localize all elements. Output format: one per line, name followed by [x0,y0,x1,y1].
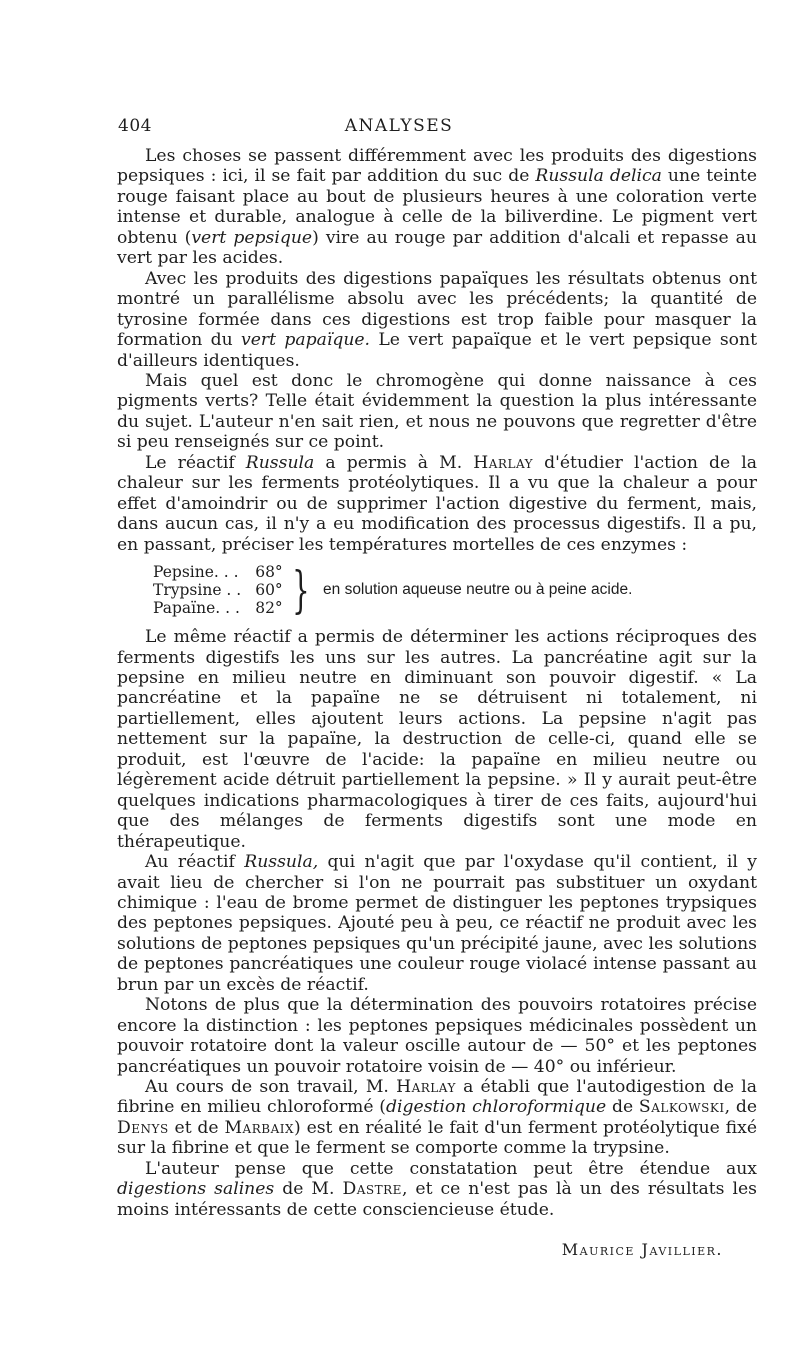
enzyme-temperatures [255,563,285,617]
author-name-denys: Denys [117,1117,169,1138]
emphasis-digestions-salines: digestions salines [117,1179,275,1200]
page-header [118,108,680,138]
temperature-table [153,561,757,620]
paragraph-1: Les choses se passent différemment avec les produits des digestions pepsiques : ici, il se fait par addition du suc de Russula delica une teinte rouge faisant place au bout de plusieurs heures à une coloration verte intense et durable, analogue à celle de la biliverdine. Le pigment vert obtenu (vert pepsique) vire au rouge par addition d'alcali et repasse au vert par les acides. [117,146,757,269]
page-number: 404 [118,116,152,136]
signature: Maurice Javillier. [561,1240,723,1260]
emphasis-russula: Russula [245,452,315,473]
author-name-marbaix: Marbaix [224,1117,295,1138]
paragraph-2: Avec les produits des digestions papaïques les résultats obtenus ont montré un parallélisme absolu avec les précédents; la quantité de tyrosine formée dans ces digestions est trop faible pour masquer la formation du vert papaïque. Le vert papaïque et le vert pepsique sont d'ailleurs identiques. [117,268,758,371]
emphasis-russula-delica: Russula delica [535,166,662,187]
paragraph-8: Au cours de son travail, M. Harlay a établi que l'autodigestion de la fibrine en milieu chloroformé (digestion chloroformique de Salkowski, de Denys et de Marbaix) est en réalité le fait d'un ferment protéolytique fixé sur la fibrine et que le ferment se comporte comme la trypsine. [117,1077,757,1159]
article-body [117,146,757,1261]
table-note: en solution aqueuse neutre ou à peine acide. [323,581,633,599]
emphasis-vert-papaique: vert papaïque. [241,330,371,351]
emphasis-vert-pepsique: vert pepsique [191,227,313,248]
paragraph-6: Au réactif Russula, qui n'agit que par l'oxydase qu'il contient, il y avait lieu de chercher si l'on ne pourrait pas substituer un oxydant chimique : l'eau de brome permet de distinguer les peptones trypsiques des peptones pepsiques. Ajouté peu à peu, ce réactif ne produit avec les solutions de peptones pepsiques qu'un précipité jaune, avec les solutions de peptones pancréatiques une couleur rouge violacé intense passant au brun par un excès de réactif. [117,852,757,995]
table-row-temp: 82° [255,599,283,618]
paragraph-3: Mais quel est donc le chromogène qui donne naissance à ces pigments verts? Telle était évidemment la question la plus intéressante du sujet. L'auteur n'en sait rien, et nous ne pouvons que regretter d'être si peu renseignés sur ce point. [117,370,757,453]
table-row-temp: 60° [255,581,283,600]
table-row-name: Trypsine . . [153,581,242,600]
brace-symbol: } [292,561,310,620]
table-row-name: Papaïne. . . [153,599,240,618]
emphasis-russula: Russula, [244,852,319,873]
author-name-dastre: Dastre [342,1179,402,1200]
table-row-temp: 68° [255,563,283,582]
paragraph-4: Le réactif Russula a permis à M. Harlay d'étudier l'action de la chaleur sur les ferments protéolytiques. Il a vu que la chaleur a pour effet d'amoindrir ou de supprimer l'action digestive du ferment, mais, dans aucun cas, il n'y a eu modification des processus digestifs. Il a pu, en passant, préciser les températures mortelles de ces enzymes : [117,452,757,555]
author-name-harlay: Harlay [396,1077,456,1098]
paragraph-7: Notons de plus que la détermination des pouvoirs rotatoires précise encore la distinction : les peptones pepsiques médicinales possèdent un pouvoir rotatoire dont la valeur oscille autour de — 50° et les peptones pancréatiques un pouvoir rotatoire voisin de — 40° ou inférieur. [117,995,757,1077]
author-name-harlay: Harlay [473,452,534,473]
paragraph-9: L'auteur pense que cette constatation peut être étendue aux digestions salines de M. Dastre, et ce n'est pas là un des résultats les moins intéressants de cette consciencieuse étude. [117,1158,757,1220]
emphasis-digestion-chloroformique: digestion chloroformique [386,1097,607,1118]
author-name-salkowski: Salkowski [638,1097,725,1118]
running-title: ANALYSES [344,116,454,136]
table-row-name: Pepsine. . . [153,563,239,582]
enzyme-names [153,563,241,617]
paragraph-5: Le même réactif a permis de déterminer les actions réciproques des ferments digestifs les uns sur les autres. La pancréatine agit sur la pepsine en milieu neutre en diminuant son pouvoir digestif. « La pancréatine et la papaïne ne se détruisent ni totalement, ni partiellement, elles ajoutent leurs actions. La pepsine n'agit pas nettement sur la papaïne, la destruction de celle-ci, quand elle se produit, est l'œuvre de l'acide: la papaïne en milieu neutre ou légèrement acide détruit partiellement la pepsine. » Il y aurait peut-être quelques indications pharmacologiques à tirer de ces faits, aujourd'hui que des mélanges de ferments digestifs sont une mode en thérapeutique. [117,627,757,852]
